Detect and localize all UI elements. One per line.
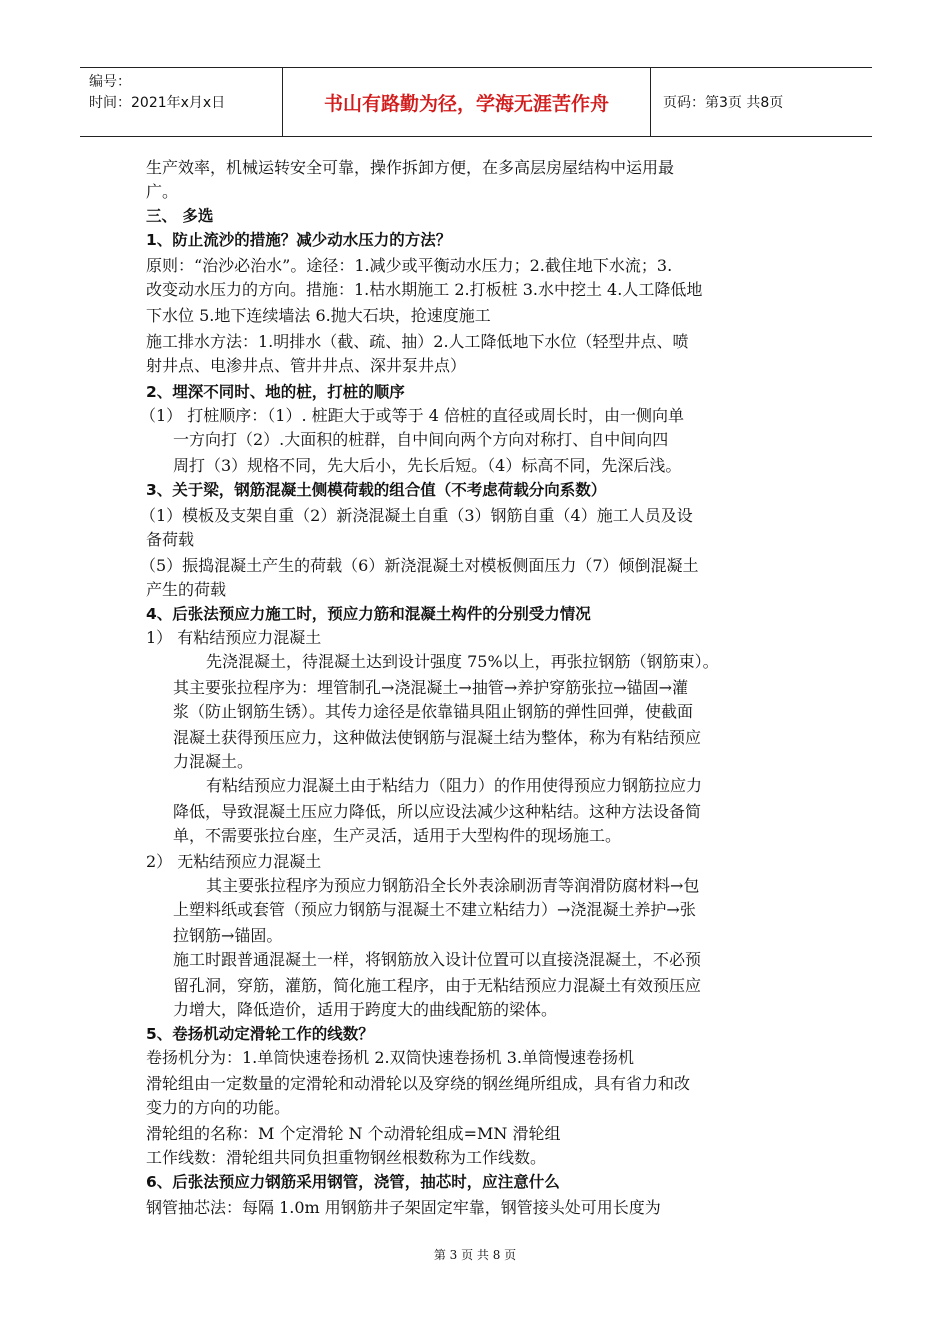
number-label: 编号：: [89, 74, 131, 90]
body-line: 浆（防止钢筋生锈）。其传力途径是依靠锚具阻止钢筋的弹性回弹，使截面: [173, 702, 694, 721]
header-page-label: 页码：第3页 共8页: [663, 95, 784, 111]
section-heading: 1、防止流沙的措施？减少动水压力的方法？: [146, 231, 452, 249]
body-line: 力混凝土。: [173, 752, 254, 771]
page-footer: 第 3 页 共 8 页: [433, 1248, 517, 1262]
body-line: 原则：“治沙必治水”。途径：1.减少或平衡动水压力；2.截住地下水流；3.: [146, 256, 673, 275]
section-heading: 2、埋深不同时、地的桩，打桩的顺序: [146, 383, 405, 401]
body-line: 有粘结预应力混凝土由于粘结力（阻力）的作用使得预应力钢筋拉应力: [206, 776, 703, 795]
body-line: 滑轮组由一定数量的定滑轮和动滑轮以及穿绕的钢丝绳所组成，具有省力和改: [146, 1074, 691, 1093]
body-line: 改变动水压力的方向。措施：1.枯水期施工 2.打板桩 3.水中挖土 4.人工降低地: [146, 280, 703, 299]
body-line: 一方向打（2）.大面积的桩群，自中间向两个方向对称打、自中间向四: [173, 430, 669, 449]
section-heading: 6、后张法预应力钢筋采用钢管，浇管，抽芯时，应注意什么: [146, 1173, 560, 1191]
body-line: 2） 无粘结预应力混凝土: [146, 852, 322, 871]
body-line: 1） 有粘结预应力混凝土: [146, 628, 322, 647]
body-line: 施工排水方法：1.明排水（截、疏、抽）2.人工降低地下水位（轻型井点、喷: [146, 332, 689, 351]
header-table: [80, 67, 872, 137]
section-heading: 5、卷扬机动定滑轮工作的线数？: [146, 1025, 374, 1043]
body-line: 广。: [146, 182, 179, 201]
body-line: 留孔洞，穿筋，灌筋，简化施工程序，由于无粘结预应力混凝土有效预压应: [173, 976, 702, 995]
header-meta-cell: [80, 68, 283, 136]
body-line: 单，不需要张拉台座，生产灵活，适用于大型构件的现场施工。: [173, 826, 622, 845]
body-line: 力增大，降低造价，适用于跨度大的曲线配筋的梁体。: [173, 1000, 558, 1019]
body-line: 滑轮组的名称：M 个定滑轮 N 个动滑轮组成=MN 滑轮组: [146, 1124, 561, 1143]
header-motto: 书山有路勤为径，学海无涯苦作舟: [283, 68, 651, 136]
body-line: 上塑料纸或套管（预应力钢筋与混凝土不建立粘结力）→浇混凝土养护→张: [173, 900, 696, 919]
body-line: （1） 打桩顺序：（1）. 桩距大于或等于 4 倍桩的直径或周长时，由一侧向单: [140, 406, 684, 425]
body-line: 变力的方向的功能。: [146, 1098, 291, 1117]
body-line: （1）模板及支架自重（2）新浇混凝土自重（3）钢筋自重（4）施工人员及设: [140, 506, 693, 525]
body-line: 钢管抽芯法：每隔 1.0m 用钢筋井子架固定牢靠，钢管接头处可用长度为: [146, 1198, 661, 1217]
body-line: 其主要张拉程序为预应力钢筋沿全长外表涂刷沥青等润滑防腐材料→包: [206, 876, 700, 895]
body-line: 产生的荷载: [146, 580, 227, 599]
body-line: 降低，导致混凝土压应力降低，所以应设法减少这种粘结。这种方法设备简: [173, 802, 702, 821]
body-line: 先浇混凝土，待混凝土达到设计强度 75%以上，再张拉钢筋（钢筋束）。: [206, 652, 719, 671]
body-line: 拉钢筋→锚固。: [173, 926, 283, 945]
body-line: 其主要张拉程序为：埋管制孔→浇混凝土→抽管→养护穿筋张拉→锚固→灌: [173, 678, 689, 697]
body-line: 下水位 5.地下连续墙法 6.抛大石块，抢速度施工: [146, 306, 491, 325]
body-line: 生产效率，机械运转安全可靠，操作拆卸方便，在多高层房屋结构中运用最: [146, 158, 675, 177]
section-heading: 4、后张法预应力施工时，预应力筋和混凝土构件的分别受力情况: [146, 605, 591, 623]
body-line: 备荷载: [146, 530, 195, 549]
body-line: 混凝土获得预压应力，这种做法使钢筋与混凝土结为整体，称为有粘结预应: [173, 728, 702, 747]
body-line: 工作线数：滑轮组共同负担重物钢丝根数称为工作线数。: [146, 1148, 547, 1167]
body-line: 施工时跟普通混凝土一样，将钢筋放入设计位置可以直接浇混凝土，不必预: [173, 950, 702, 969]
body-line: （5）振捣混凝土产生的荷载（6）新浇混凝土对模板侧面压力（7）倾倒混凝土: [140, 556, 699, 575]
body-line: 周打（3）规格不同，先大后小，先长后短。（4）标高不同，先深后浅。: [173, 456, 682, 475]
date-label: 时间：2021年x月x日: [89, 95, 226, 111]
body-line: 射井点、电渗井点、管井井点、深井泵井点）: [146, 356, 467, 375]
section-heading: 三、 多选: [146, 207, 214, 225]
body-line: 卷扬机分为：1.单筒快速卷扬机 2.双筒快速卷扬机 3.单筒慢速卷扬机: [146, 1048, 634, 1067]
section-heading: 3、关于梁，钢筋混凝土侧模荷载的组合值（不考虑荷载分向系数）: [146, 481, 607, 499]
